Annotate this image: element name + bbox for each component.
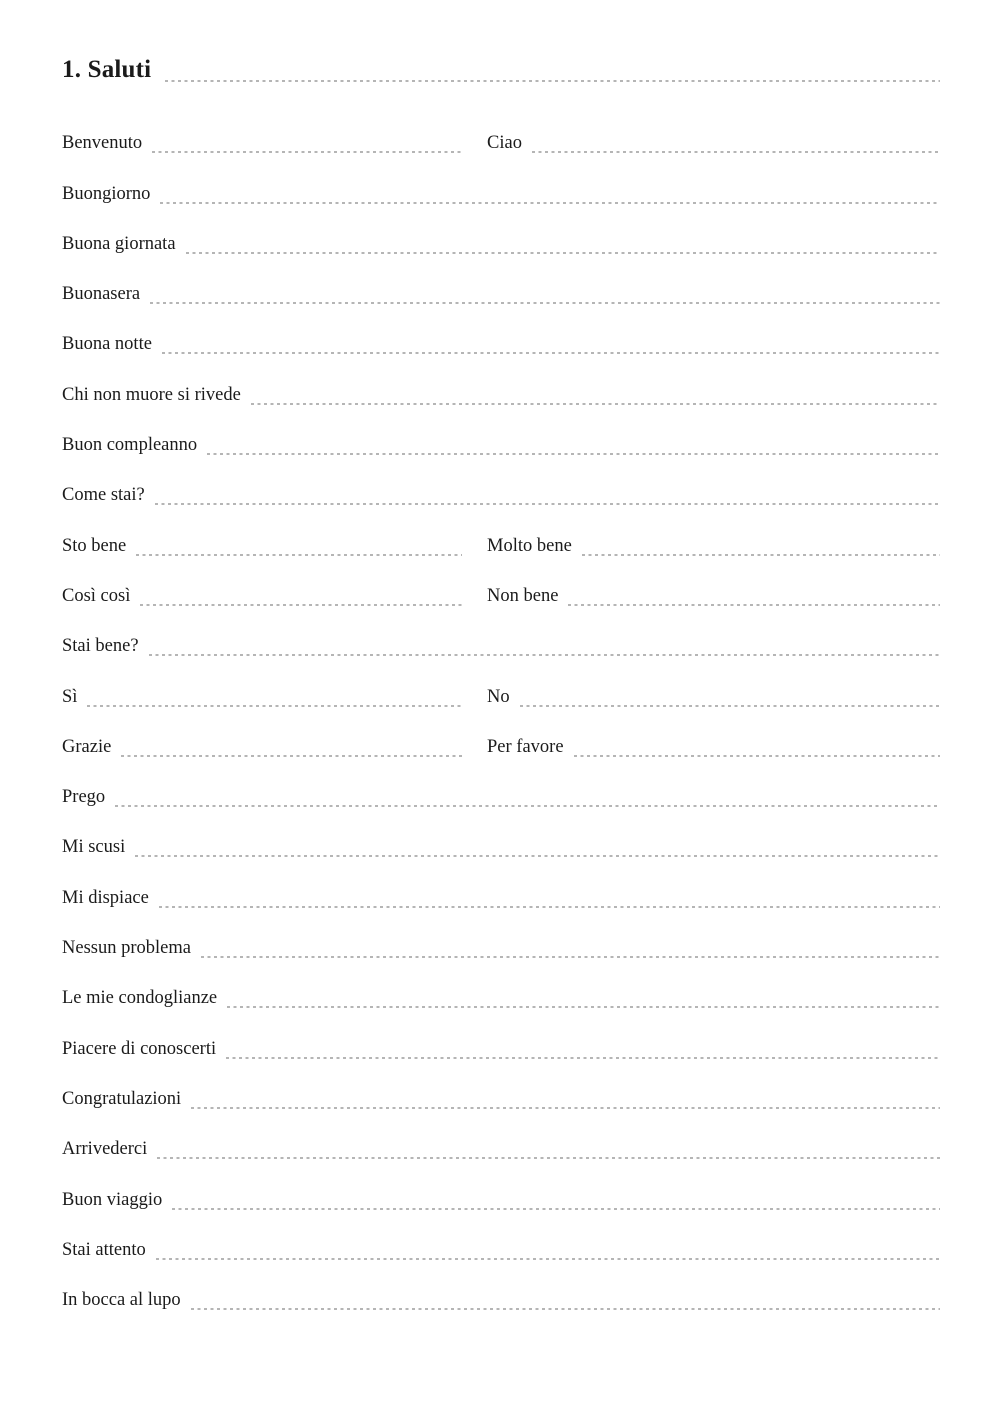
term-label: Stai bene? bbox=[62, 636, 139, 657]
vocab-row bbox=[62, 457, 940, 507]
answer-dotted-line bbox=[136, 554, 462, 556]
term-label: Benvenuto bbox=[62, 133, 143, 154]
answer-dotted-line bbox=[115, 805, 940, 807]
answer-dotted-line bbox=[121, 755, 462, 757]
vocab-row bbox=[62, 709, 940, 759]
vocab-entry bbox=[62, 1289, 940, 1312]
vocab-entry bbox=[62, 1189, 940, 1212]
term-label: Molto bene bbox=[487, 535, 572, 556]
term-label: Mi scusi bbox=[62, 837, 126, 858]
answer-dotted-line bbox=[227, 1006, 940, 1008]
term-label: Buon viaggio bbox=[62, 1189, 163, 1210]
vocab-entry bbox=[62, 484, 940, 507]
answer-dotted-line bbox=[87, 705, 462, 707]
vocab-entry bbox=[62, 987, 940, 1010]
vocab-row bbox=[62, 1212, 940, 1262]
vocab-list bbox=[62, 105, 940, 1312]
term-label: Stai attento bbox=[62, 1239, 146, 1260]
answer-dotted-line bbox=[251, 403, 940, 405]
vocab-entry bbox=[62, 635, 940, 658]
vocab-row bbox=[62, 306, 940, 356]
vocab-entry bbox=[62, 183, 940, 206]
answer-dotted-line bbox=[201, 956, 940, 958]
term-label: Arrivederci bbox=[62, 1139, 148, 1160]
answer-dotted-line bbox=[582, 554, 940, 556]
vocab-entry bbox=[62, 836, 940, 859]
vocab-entry bbox=[487, 535, 940, 558]
vocab-entry bbox=[62, 434, 940, 457]
answer-dotted-line bbox=[162, 352, 940, 354]
term-label: Piacere di conoscerti bbox=[62, 1038, 217, 1059]
vocab-row bbox=[62, 960, 940, 1010]
vocab-row bbox=[62, 558, 940, 608]
vocab-entry bbox=[62, 132, 462, 155]
term-label: Così così bbox=[62, 585, 131, 606]
answer-dotted-line bbox=[149, 654, 940, 656]
vocab-row bbox=[62, 608, 940, 658]
vocab-entry bbox=[62, 585, 462, 608]
answer-dotted-line bbox=[226, 1057, 940, 1059]
vocab-row bbox=[62, 1061, 940, 1111]
term-label: Sto bene bbox=[62, 535, 127, 556]
term-label: In bocca al lupo bbox=[62, 1290, 181, 1311]
vocab-entry bbox=[62, 736, 462, 759]
vocab-entry bbox=[62, 887, 940, 910]
vocab-entry bbox=[62, 384, 940, 407]
vocab-entry bbox=[62, 1239, 940, 1262]
answer-dotted-line bbox=[186, 252, 940, 254]
vocab-entry bbox=[62, 786, 940, 809]
vocab-row bbox=[62, 1161, 940, 1211]
term-label: Nessun problema bbox=[62, 938, 191, 959]
answer-dotted-line bbox=[157, 1157, 940, 1159]
term-label: Buongiorno bbox=[62, 183, 151, 204]
vocab-row bbox=[62, 105, 940, 155]
vocab-row bbox=[62, 507, 940, 557]
term-label: No bbox=[487, 686, 510, 707]
vocab-row bbox=[62, 356, 940, 406]
section-header bbox=[62, 48, 940, 86]
vocab-row bbox=[62, 658, 940, 708]
vocab-row bbox=[62, 910, 940, 960]
vocab-entry bbox=[62, 535, 462, 558]
term-label: Buona notte bbox=[62, 334, 152, 355]
vocab-row bbox=[62, 759, 940, 809]
answer-dotted-line bbox=[207, 453, 940, 455]
vocab-entry bbox=[62, 1088, 940, 1111]
term-label: Per favore bbox=[487, 736, 564, 757]
vocab-row bbox=[62, 206, 940, 256]
vocab-row bbox=[62, 155, 940, 205]
vocab-row bbox=[62, 1262, 940, 1312]
title-dotted-rule bbox=[165, 80, 940, 82]
term-label: Come stai? bbox=[62, 485, 145, 506]
term-label: Congratulazioni bbox=[62, 1088, 182, 1109]
answer-dotted-line bbox=[156, 1258, 940, 1260]
term-label: Buona giornata bbox=[62, 233, 176, 254]
answer-dotted-line bbox=[150, 302, 940, 304]
vocab-entry bbox=[62, 937, 940, 960]
vocab-row bbox=[62, 1010, 940, 1060]
answer-dotted-line bbox=[172, 1208, 940, 1210]
vocab-row bbox=[62, 809, 940, 859]
answer-dotted-line bbox=[159, 906, 940, 908]
term-label: Chi non muore si rivede bbox=[62, 384, 241, 405]
answer-dotted-line bbox=[140, 604, 462, 606]
term-label: Grazie bbox=[62, 736, 112, 757]
vocab-entry bbox=[487, 736, 940, 759]
term-label: Prego bbox=[62, 787, 106, 808]
vocab-entry bbox=[62, 283, 940, 306]
vocab-entry bbox=[62, 1038, 940, 1061]
answer-dotted-line bbox=[574, 755, 940, 757]
answer-dotted-line bbox=[135, 855, 940, 857]
vocab-row bbox=[62, 1111, 940, 1161]
vocab-row bbox=[62, 407, 940, 457]
vocab-entry bbox=[62, 1138, 940, 1161]
term-label: Le mie condoglianze bbox=[62, 988, 218, 1009]
vocab-entry bbox=[487, 686, 940, 709]
term-label: Sì bbox=[62, 686, 78, 707]
answer-dotted-line bbox=[191, 1308, 940, 1310]
vocab-entry bbox=[487, 585, 940, 608]
answer-dotted-line bbox=[152, 151, 462, 153]
section-title: 1. Saluti bbox=[62, 56, 152, 83]
vocab-entry bbox=[62, 333, 940, 356]
term-label: Buon compleanno bbox=[62, 435, 198, 456]
vocab-entry bbox=[62, 686, 462, 709]
answer-dotted-line bbox=[520, 705, 940, 707]
term-label: Mi dispiace bbox=[62, 887, 149, 908]
vocab-row bbox=[62, 859, 940, 909]
answer-dotted-line bbox=[191, 1107, 940, 1109]
vocab-entry bbox=[62, 233, 940, 256]
term-label: Buonasera bbox=[62, 284, 141, 305]
term-label: Non bene bbox=[487, 585, 559, 606]
answer-dotted-line bbox=[160, 202, 940, 204]
term-label: Ciao bbox=[487, 133, 522, 154]
answer-dotted-line bbox=[532, 151, 940, 153]
answer-dotted-line bbox=[568, 604, 940, 606]
vocab-row bbox=[62, 256, 940, 306]
vocab-entry bbox=[487, 132, 940, 155]
answer-dotted-line bbox=[155, 503, 940, 505]
